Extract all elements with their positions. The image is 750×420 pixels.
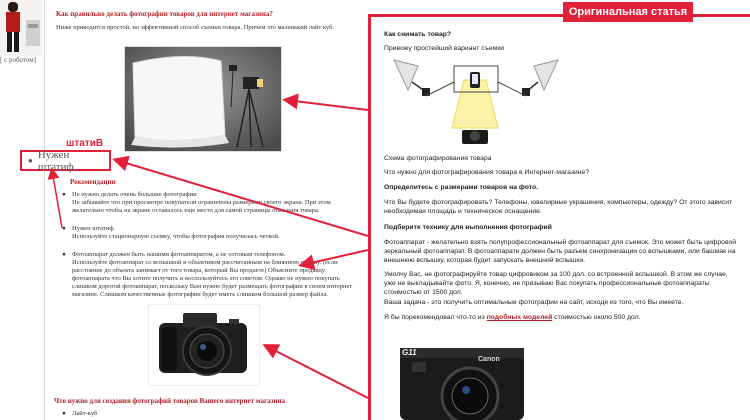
intro-text: Ниже приводится простой, но эффективный способ съемки товара. Причем это маленький лайт куб. [56,24,335,31]
article-sample-text: Привожу простейший вариант съемки [384,45,505,52]
bullet-icon: ● [28,156,33,165]
list-item: ● Фотоаппарат должен быть нашими фотоаппаратом, а не сотовым телефоном. Используйте фотоаппарат со вспышкой и объективом рассчитанным на ближнюю (если расстояние до объекта занимает от того товара, который Вы продаете) Объясните продавцу фотоаппарата что Вы хотите получить и воспользуйтесь его советом. Однако не нужно покупать слишком дорогой фотоаппарат, поскольку Вам нужно будет размещать фотографии в своем интернет магазине. Слишком качественные фотографии будет иметь слишком большой размер файла. [62,251,353,298]
bullet-icon: ● [62,191,66,198]
article-heading-size: Определитесь с размерами товаров на фото. [384,184,539,191]
bullet-icon: ● [62,251,66,258]
bottom-heading: Что нужно для создания фотографий товаров Вашего интернет магазина [54,397,286,405]
tripod-callout-text: Нужен штатиф. [37,148,77,173]
article-tech-text: Фотоаппарат - желательно взять полупрофессиональный фотоаппарат для съемок. Это может быть цифровой зеркальный фотоаппарат. В фотоаппарате должен быть разъем синхронизации со вспышками, или башмак на внешнюю вспышку, которая будет запускать внешний вспышки. [384,239,737,264]
bullet-icon: ● [62,225,66,232]
list-item: ● Нужен штатиф. Используйте стационарную съемку, чтобы фотография получилась четкой. [62,225,280,240]
bullet-icon: ● [62,410,66,417]
camera-model-label: G11 [402,348,417,357]
article-recommend-text: Я бы порекомендовал что-то из подобных моделей стоимостью около 500 дол. [384,314,641,321]
article-default-text: Умолчу Вас, не фотографируйте товар цифровиком за 100 дол. со встроенной вспышкой. В этом же случае, уже не выкладывайте фото. Я, конечно, не призываю Вас покупать профессиональные фотоаппараты стоимостью от 1500 дол. [384,271,728,296]
similar-models-link[interactable]: подобных моделей [486,314,553,321]
article-heading-tech: Подберите технику для выполнения фотографий [384,224,552,231]
article-heading-how: Как снимать товар? [384,31,452,38]
diagram-caption: Схема фотографирования товара [384,155,492,162]
camera-brand-label: Canon [478,356,500,363]
list-item: ● Не нужно делать очень большие фотографии Не забывайте что при просмотре покупатели ограничены размерами своего экрана. При этом желательно чтобы на экране оставалось еще место для самой страницы товара. [62,191,331,214]
article-size-text: Что Вы будете фотографировать? Телефоны, ювелирные украшения, компьютеры, одежду? От этого зависит необходимая площадь и техническое оснащение. [384,199,733,215]
page-heading: Как правильно делать фотографии товаров для интернет магазина? [56,10,273,18]
tripod-callout-label: штатиВ [66,138,104,149]
list-item: ● Лайт-куб [62,410,98,417]
thumbnail-caption: [ с роботом] [0,56,37,64]
article-task-text: Ваша задача - это получить оптимальные фотографии на сайт, исходя из того, что Вы имеете. [384,299,684,306]
lighting-diagram [386,52,566,146]
recommendations-title: Рекомендации [70,178,116,186]
article-need-text: Что нужно для фотографирования товара в Интернет-магазине? [384,169,590,176]
original-article-badge: Оригинальная статья [563,2,693,22]
